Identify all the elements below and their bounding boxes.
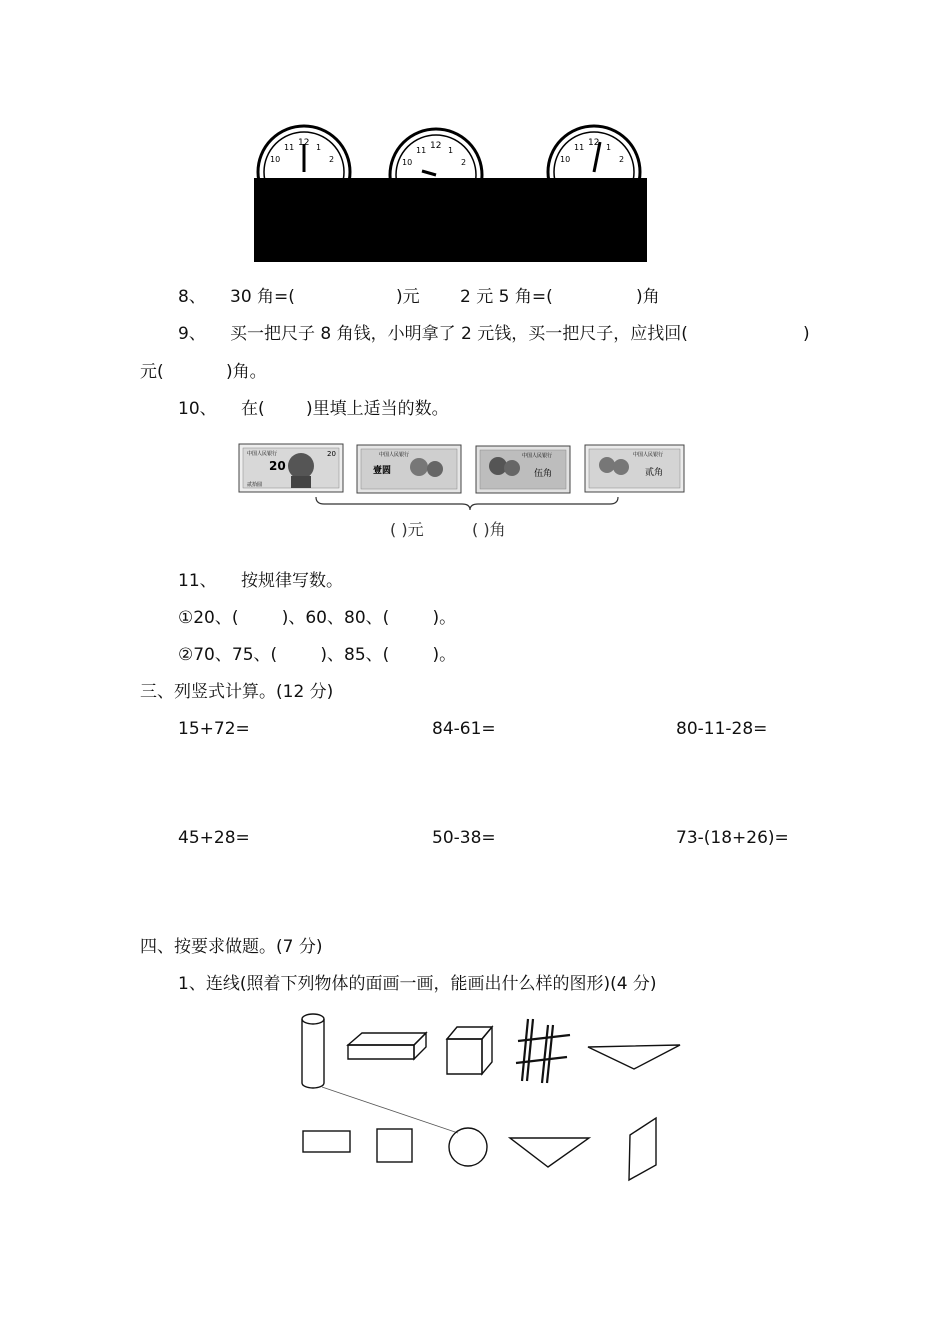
parallelogram-shape: [629, 1118, 656, 1180]
rectangle-shape: [303, 1131, 350, 1152]
section4-q1: 1、连线(照着下列物体的面画一画，能画出什么样的图形)(4 分): [178, 974, 657, 994]
triangle-shape: [510, 1138, 589, 1167]
calc-problem: 15+72=: [178, 719, 250, 739]
clocks-figure: [250, 120, 650, 265]
clock-numeral: 2: [329, 155, 335, 164]
sticks-object: [516, 1019, 570, 1083]
banknote-5-jiao: [476, 446, 570, 493]
q8-part2-suffix: )角: [636, 287, 660, 307]
clock-numeral: 10: [560, 155, 571, 164]
q9-line1: 买一把尺子 8 角钱，小明拿了 2 元钱，买一把尺子，应找回(: [230, 324, 688, 344]
clock-numeral: 2: [619, 155, 625, 164]
answer-yuan: ( )元: [390, 520, 424, 539]
banknote-2-jiao: [585, 445, 684, 492]
clock-numeral: 11: [574, 143, 585, 152]
clock-numeral: 12: [430, 141, 442, 151]
banknote-header: 中国人民银行: [522, 453, 553, 459]
banknote-numeral-corner: 20: [327, 450, 336, 458]
banknote-header: 中国人民银行: [247, 451, 278, 457]
q11-number: 11、: [178, 571, 217, 591]
answer-jiao: ( )角: [472, 520, 506, 539]
q11-row1: ①20、( )、60、80、( )。: [178, 608, 457, 628]
clock-numeral: 1: [606, 143, 612, 152]
banknote-header: 中国人民银行: [633, 452, 664, 458]
cube-object: [447, 1027, 492, 1074]
cuboid-object: [348, 1033, 426, 1059]
q11-title: 按规律写数。: [241, 571, 343, 591]
q10-text-open: 在(: [241, 399, 265, 419]
clock-numeral: 10: [402, 158, 413, 167]
clock-numeral: 12: [588, 138, 600, 148]
shapes-figure: [290, 1005, 690, 1190]
banknote-numeral: 20: [269, 459, 286, 473]
calc-problem: 50-38=: [432, 828, 496, 848]
q8-number: 8、: [178, 287, 206, 307]
clock-numeral: 12: [298, 138, 310, 148]
q8-part1-suffix: )元: [396, 287, 420, 307]
square-shape: [377, 1129, 412, 1162]
q9-number: 9、: [178, 324, 206, 344]
banknotes-figure: [234, 440, 690, 545]
clock-numeral: 11: [416, 146, 427, 155]
cylinder-object: [302, 1014, 324, 1088]
banknote-denomination: 壹圆: [373, 466, 392, 476]
q9-line2-close: )角。: [226, 362, 267, 382]
clock-numeral: 1: [448, 146, 454, 155]
banknote-denomination: 伍角: [534, 469, 553, 479]
triangle-object: [588, 1045, 680, 1069]
section3-title: 三、列竖式计算。(12 分): [140, 682, 334, 702]
q10-text-close: )里填上适当的数。: [306, 399, 449, 419]
calc-problem: 84-61=: [432, 719, 496, 739]
banknote-denomination: 贰拾圆: [247, 482, 263, 488]
clock-cover-block: [254, 178, 647, 262]
clock-numeral: 11: [284, 143, 295, 152]
section4-title: 四、按要求做题。(7 分): [140, 937, 323, 957]
calc-problem: 73-(18+26)=: [676, 828, 789, 848]
q8-part2-prefix: 2 元 5 角=(: [460, 287, 553, 307]
calc-problem: 45+28=: [178, 828, 250, 848]
clock-numeral: 2: [461, 158, 467, 167]
connection-line: [322, 1087, 458, 1133]
banknote-header: 中国人民银行: [379, 452, 410, 458]
banknote-denomination: 贰角: [645, 468, 664, 478]
calc-problem: 80-11-28=: [676, 719, 768, 739]
grouping-brace: [316, 497, 618, 510]
circle-shape: [449, 1128, 487, 1166]
q9-line1-close: ): [803, 324, 810, 344]
banknote-1-yuan: [357, 445, 461, 493]
q11-row2: ②70、75、( )、85、( )。: [178, 645, 457, 665]
q10-number: 10、: [178, 399, 217, 419]
clock-numeral: 10: [270, 155, 281, 164]
q8-part1-prefix: 30 角=(: [230, 287, 295, 307]
q9-line2-open: 元(: [140, 362, 164, 382]
banknote-20-yuan: [239, 444, 343, 492]
clock-numeral: 1: [316, 143, 322, 152]
